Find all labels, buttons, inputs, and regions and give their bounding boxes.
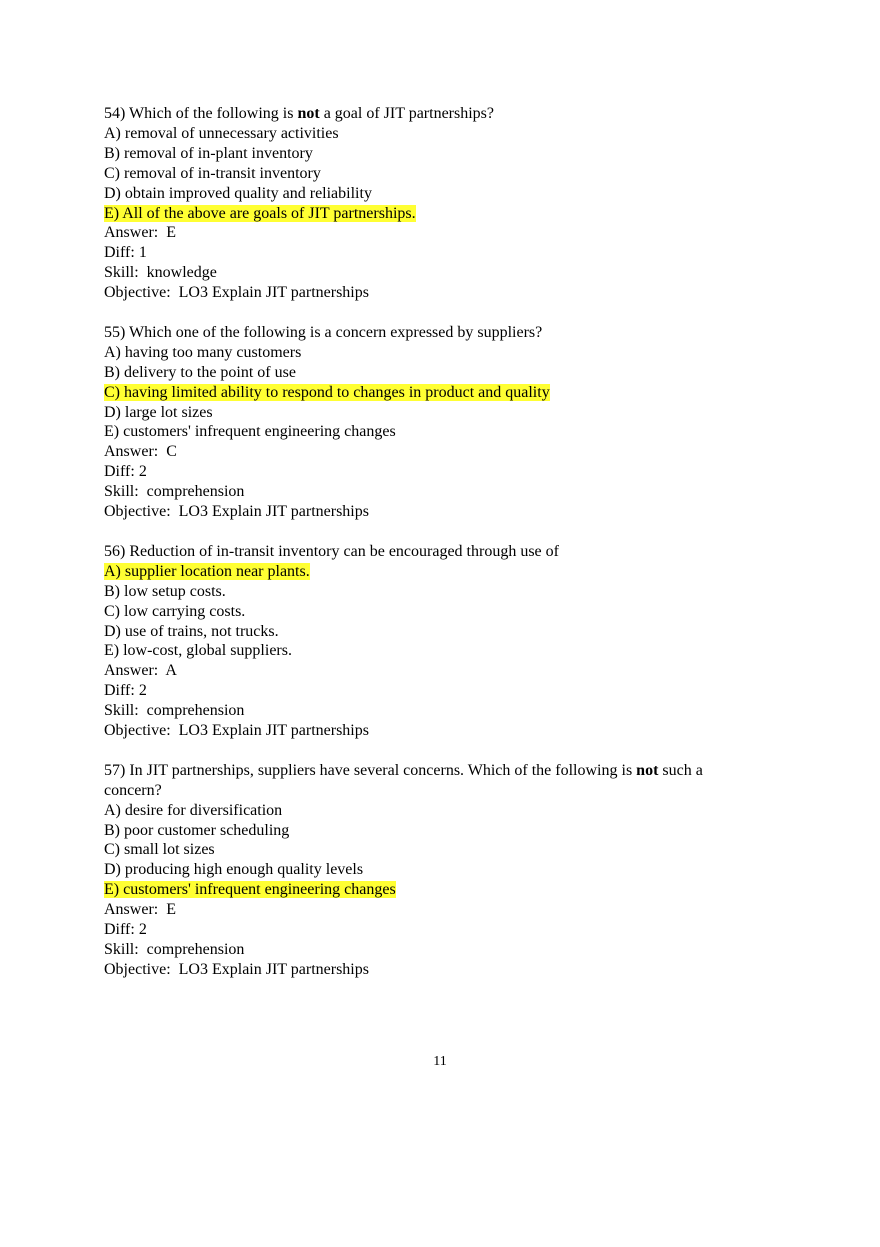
highlighted-answer: E) customers' infrequent engineering changes — [104, 881, 396, 899]
diff-line: Diff: 2 — [104, 463, 147, 481]
option-e — [104, 880, 764, 900]
diff-line: Diff: 2 — [104, 682, 147, 700]
option-d: D) use of trains, not trucks. — [104, 622, 279, 640]
question-stem: 56) Reduction of in-transit inventory can be encouraged through use of — [104, 542, 559, 560]
objective-line: Objective: LO3 Explain JIT partnerships — [104, 284, 369, 302]
emphasis-not: not — [636, 761, 659, 779]
objective-line: Objective: LO3 Explain JIT partnerships — [104, 960, 369, 978]
option-e: E) customers' infrequent engineering changes — [104, 423, 396, 441]
option-a — [104, 562, 764, 582]
skill-line: Skill: comprehension — [104, 702, 245, 720]
question-list — [104, 104, 764, 1000]
skill-line: Skill: comprehension — [104, 941, 245, 959]
page-number: 11 — [433, 1054, 447, 1069]
diff-line: Diff: 1 — [104, 244, 147, 262]
option-a: A) desire for diversification — [104, 801, 283, 819]
option-b: B) low setup costs. — [104, 582, 226, 600]
option-b: B) delivery to the point of use — [104, 363, 296, 381]
option-e — [104, 204, 764, 224]
highlighted-answer: C) having limited ability to respond to changes in product and quality — [104, 383, 550, 401]
question-stem: 55) Which one of the following is a concern expressed by suppliers? — [104, 323, 543, 341]
option-a: A) removal of unnecessary activities — [104, 124, 339, 142]
option-c: C) removal of in-transit inventory — [104, 164, 321, 182]
objective-line: Objective: LO3 Explain JIT partnerships — [104, 503, 369, 521]
option-a: A) having too many customers — [104, 343, 302, 361]
option-d: D) obtain improved quality and reliability — [104, 184, 372, 202]
answer-line: Answer: E — [104, 901, 176, 919]
question-stem: 54) Which of the following is not a goal of JIT partnerships? — [104, 105, 495, 122]
highlighted-answer: A) supplier location near plants. — [104, 562, 310, 580]
answer-line: Answer: C — [104, 443, 177, 461]
emphasis-not: not — [297, 105, 320, 122]
option-b: B) removal of in-plant inventory — [104, 144, 313, 162]
option-d: D) producing high enough quality levels — [104, 861, 364, 879]
answer-line: Answer: A — [104, 662, 177, 680]
question-stem: 57) In JIT partnerships, suppliers have several concerns. Which of the following is not such a concern? — [104, 761, 707, 799]
answer-line: Answer: E — [104, 224, 176, 242]
option-c: C) low carrying costs. — [104, 602, 246, 620]
option-c — [104, 383, 764, 403]
skill-line: Skill: comprehension — [104, 483, 245, 501]
question-54 — [104, 104, 764, 303]
question-55 — [104, 323, 764, 522]
skill-line: Skill: knowledge — [104, 264, 217, 282]
highlighted-answer: E) All of the above are goals of JIT partnerships. — [104, 204, 416, 222]
objective-line: Objective: LO3 Explain JIT partnerships — [104, 722, 369, 740]
option-b: B) poor customer scheduling — [104, 821, 290, 839]
option-c: C) small lot sizes — [104, 841, 215, 859]
option-d: D) large lot sizes — [104, 403, 213, 421]
question-57 — [104, 761, 764, 980]
question-56 — [104, 542, 764, 741]
option-e: E) low-cost, global suppliers. — [104, 642, 292, 660]
diff-line: Diff: 2 — [104, 921, 147, 939]
